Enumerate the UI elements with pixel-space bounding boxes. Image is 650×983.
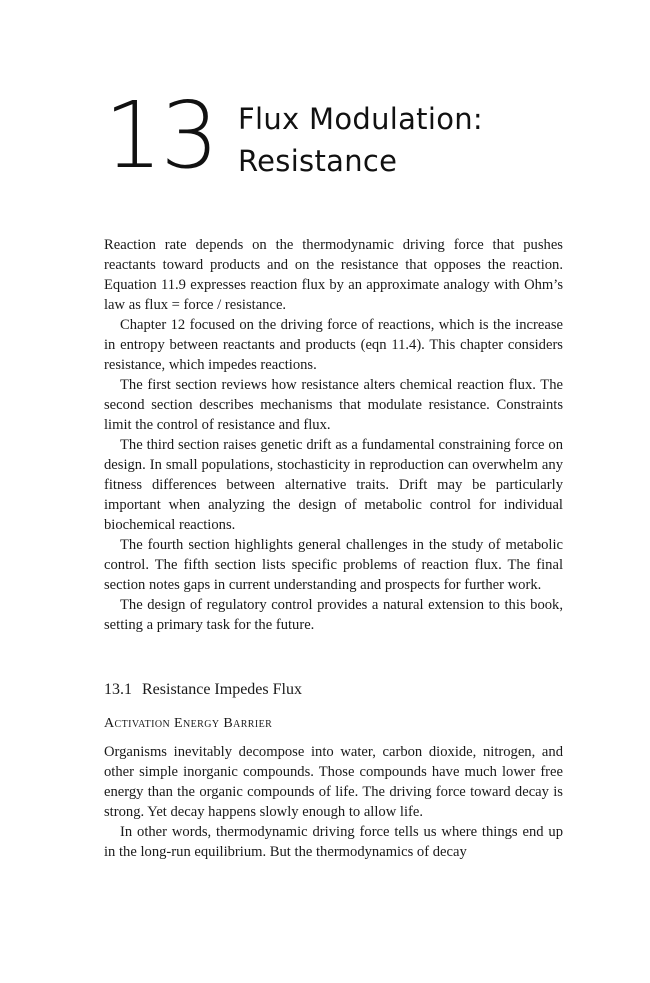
section-number: 13.1 (104, 681, 132, 698)
subsection-heading: Activation Energy Barrier (104, 716, 273, 731)
chapter-number: 13 (104, 82, 218, 189)
section-heading (104, 680, 302, 700)
intro-paragraph: The fourth section highlights general challenges in the study of metabolic control. The fifth section lists specific problems of reaction flux. The final section notes gaps in current understanding and prospects for further work. (104, 537, 563, 593)
chapter-intro (104, 235, 563, 635)
intro-paragraph: The third section raises genetic drift as a fundamental constraining force on design. In small populations, stochasticity in reproduction can overwhelm any fitness differences between alternative traits. Drift may be particularly important when analyzing the design of metabolic control for individual biochemical reactions. (104, 437, 563, 533)
intro-paragraph: The design of regulatory control provides a natural extension to this book, setting a primary task for the future. (104, 597, 563, 633)
chapter-title (238, 98, 578, 182)
intro-paragraph: Reaction rate depends on the thermodynamic driving force that pushes reactants toward products and on the resistance that opposes the reaction. Equation 11.9 expresses reaction flux by an approximate analogy with Ohm’s law as flux = force / resistance. (104, 237, 563, 313)
intro-paragraph: Chapter 12 focused on the driving force of reactions, which is the increase in entropy between reactants and products (eqn 11.4). This chapter considers resistance, which impedes reactions. (104, 317, 563, 373)
section-paragraph: Organisms inevitably decompose into water, carbon dioxide, nitrogen, and other simple inorganic compounds. Those compounds have much lower free energy than the organic compounds of life. The driving force toward decay is strong. Yet decay happens slowly enough to allow life. (104, 744, 563, 820)
intro-paragraph: The first section reviews how resistance alters chemical reaction flux. The second section describes mechanisms that modulate resistance. Constraints limit the control of resistance and flux. (104, 377, 563, 433)
section-body (104, 742, 563, 862)
chapter-title-line-1: Flux Modulation: (238, 102, 483, 136)
section-paragraph: In other words, thermodynamic driving force tells us where things end up in the long-run equilibrium. But the thermodynamics of decay (104, 824, 563, 860)
chapter-title-line-2: Resistance (238, 144, 398, 178)
section-title: Resistance Impedes Flux (142, 681, 302, 698)
